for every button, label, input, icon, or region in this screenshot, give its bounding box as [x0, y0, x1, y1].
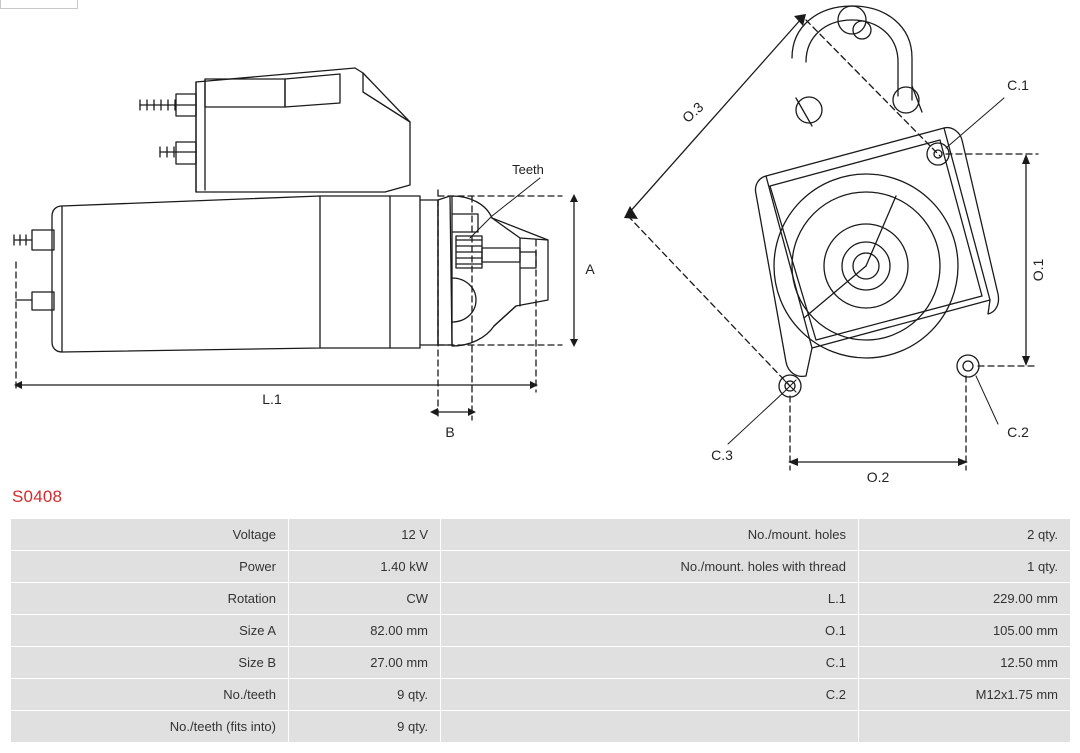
spec-label-right: L.1: [441, 583, 859, 615]
spec-label-right: No./mount. holes with thread: [441, 551, 859, 583]
spec-label-right: No./mount. holes: [441, 519, 859, 551]
spec-label-left: Size A: [11, 615, 289, 647]
spec-label-left: Rotation: [11, 583, 289, 615]
spec-value-left: 82.00 mm: [289, 615, 441, 647]
specifications-table: [10, 518, 1070, 743]
label-c1: C.1: [1007, 77, 1029, 93]
spec-value-right: 12.50 mm: [859, 647, 1071, 679]
spec-value-right: 229.00 mm: [859, 583, 1071, 615]
table-row: [11, 679, 1071, 711]
label-o2: O.2: [866, 469, 890, 485]
label-o1: O.1: [1030, 258, 1046, 282]
spec-label-right: C.1: [441, 647, 859, 679]
table-row: [11, 647, 1071, 679]
motor-barrel: [62, 196, 320, 352]
spec-label-left: Size B: [11, 647, 289, 679]
spec-label-right: C.2: [441, 679, 859, 711]
table-row: [11, 519, 1071, 551]
label-teeth: Teeth: [512, 162, 544, 177]
label-o3: O.3: [678, 98, 707, 126]
spec-value-right: 1 qty.: [859, 551, 1071, 583]
spec-label-right: O.1: [441, 615, 859, 647]
spec-label-left: No./teeth: [11, 679, 289, 711]
table-row: [11, 551, 1071, 583]
table-row: [11, 711, 1071, 743]
spec-value-right: 2 qty.: [859, 519, 1071, 551]
solenoid-body: [196, 68, 410, 192]
label-b: B: [445, 424, 455, 440]
spec-value-right-empty: [859, 711, 1071, 743]
spec-value-right: 105.00 mm: [859, 615, 1071, 647]
table-row: [11, 583, 1071, 615]
spec-value-left: 9 qty.: [289, 679, 441, 711]
part-number: S0408: [12, 487, 63, 506]
label-c2: C.2: [1007, 424, 1029, 440]
spec-value-left: 9 qty.: [289, 711, 441, 743]
label-c3: C.3: [711, 447, 733, 463]
label-l1: L.1: [262, 391, 282, 407]
spec-label-right-empty: [441, 711, 859, 743]
spec-value-left: 12 V: [289, 519, 441, 551]
table-row: [11, 615, 1071, 647]
spec-label-left: Voltage: [11, 519, 289, 551]
spec-value-right: M12x1.75 mm: [859, 679, 1071, 711]
spec-label-left: Power: [11, 551, 289, 583]
specs-tbody: [11, 519, 1071, 743]
label-a: A: [585, 261, 595, 277]
spec-label-left: No./teeth (fits into): [11, 711, 289, 743]
spec-value-left: 27.00 mm: [289, 647, 441, 679]
drive-end-housing: [452, 196, 548, 346]
spec-value-left: 1.40 kW: [289, 551, 441, 583]
spec-value-left: CW: [289, 583, 441, 615]
